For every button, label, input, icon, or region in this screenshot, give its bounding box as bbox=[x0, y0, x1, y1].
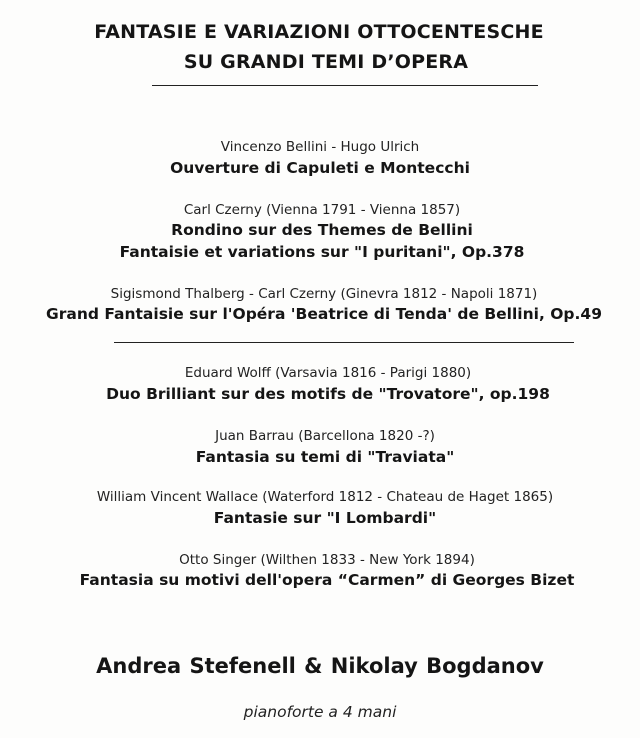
composer-5: Juan Barrau (Barcellona 1820 -?) bbox=[215, 428, 435, 444]
performers: Andrea Stefenell & Nikolay Bogdanov bbox=[96, 654, 544, 678]
composer-1: Vincenzo Bellini - Hugo Ulrich bbox=[220, 139, 420, 155]
composer-3: Sigismond Thalberg - Carl Czerny (Ginevra 1812 - Napoli 1871) bbox=[110, 286, 538, 302]
page-title-line-1: FANTASIE E VARIAZIONI OTTOCENTESCHE bbox=[94, 21, 544, 43]
work-1-1: Ouverture di Capuleti e Montecchi bbox=[170, 159, 470, 177]
work-4-1: Duo Brilliant sur des motifs de "Trovatore", op.198 bbox=[106, 385, 550, 403]
composer-2: Carl Czerny (Vienna 1791 - Vienna 1857) bbox=[183, 202, 461, 218]
work-2-1: Rondino sur des Themes de Bellini bbox=[171, 221, 473, 239]
title-divider bbox=[152, 85, 538, 86]
instrument: pianoforte a 4 mani bbox=[243, 703, 397, 721]
work-7-1: Fantasia su motivi dell'opera “Carmen” di Georges Bizet bbox=[79, 571, 575, 589]
composer-7: Otto Singer (Wilthen 1833 - New York 1894) bbox=[179, 552, 475, 568]
work-6-1: Fantasie sur "I Lombardi" bbox=[213, 509, 437, 527]
page-title-line-2: SU GRANDI TEMI D’OPERA bbox=[183, 51, 469, 73]
work-5-1: Fantasia su temi di "Traviata" bbox=[195, 448, 455, 466]
section-divider bbox=[114, 342, 574, 343]
work-2-2: Fantaisie et variations sur "I puritani", Op.378 bbox=[119, 243, 525, 261]
composer-4: Eduard Wolff (Varsavia 1816 - Parigi 1880) bbox=[184, 365, 472, 381]
work-3-1: Grand Fantaisie sur l'Opéra 'Beatrice di Tenda' de Bellini, Op.49 bbox=[46, 305, 602, 323]
composer-6: William Vincent Wallace (Waterford 1812 - Chateau de Haget 1865) bbox=[96, 489, 554, 505]
